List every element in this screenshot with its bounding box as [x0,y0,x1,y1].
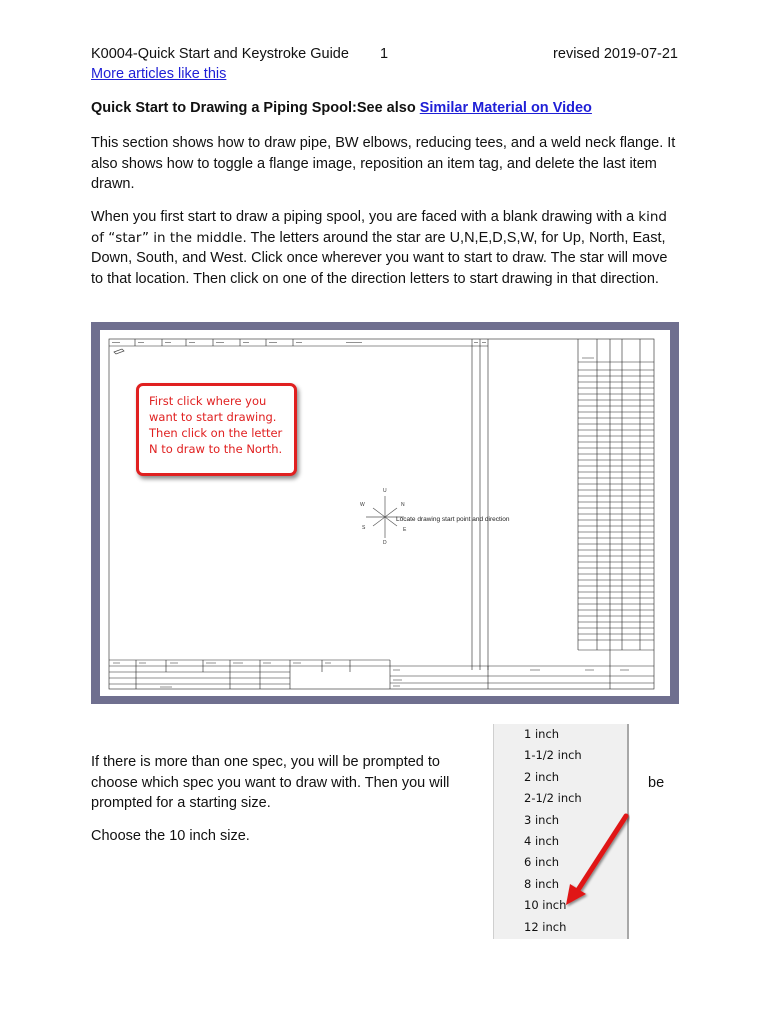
document-title: K0004-Quick Start and Keystroke Guide [91,46,349,62]
spec-prompt-tail: prompted for a starting size. [91,795,271,811]
star-letter-up[interactable]: U [383,488,387,494]
size-option[interactable]: 6 inch [524,855,560,870]
section-heading-text: Quick Start to Drawing a Piping Spool:See also [91,100,420,116]
revision-date: revised 2019-07-21 [553,46,678,62]
size-option[interactable]: 3 inch [524,812,560,827]
section-heading [91,100,592,116]
size-option[interactable]: 4 inch [524,833,560,848]
star-letter-down[interactable]: D [383,540,387,546]
size-option[interactable]: 10 inch [524,898,567,913]
star-letter-north[interactable]: N [401,502,405,508]
more-articles-link[interactable]: More articles like this [91,66,227,82]
size-selection-list[interactable] [493,724,629,939]
choose-size-paragraph: Choose the 10 inch size. [91,828,250,844]
spec-prompt-be: be [648,775,665,791]
size-option[interactable]: 1-1/2 inch [524,748,582,763]
size-option[interactable]: 2-1/2 inch [524,791,582,806]
star-paragraph [91,207,681,289]
instruction-callout: First click where you want to start drawing. Then click on the letter N to draw to the North. [136,383,297,476]
intro-paragraph: This section shows how to draw pipe, BW elbows, reducing tees, and a weld neck flange. It also shows how to toggle a flange image, reposition an item tag, and delete the last item drawn. [91,135,676,192]
red-arrow-icon [494,724,630,939]
star-paragraph-part-b: kind of “star” in the middle. [91,209,667,246]
star-letter-south[interactable]: S [362,525,366,531]
video-link[interactable]: Similar Material on Video [419,100,592,116]
star-letter-east[interactable]: E [403,527,407,533]
page-header [91,46,678,66]
size-option[interactable]: 1 inch [524,727,560,741]
size-option[interactable]: 8 inch [524,876,560,891]
page-number: 1 [380,46,389,62]
star-paragraph-part-c: The letters around the star are U,N,E,D,S,W, for Up, North, East, Down, South, and West. Click once wherever you want to start to draw. The star will move to that location. Then click on one of the direction letters to start drawing in that direction. [91,229,668,287]
size-option[interactable]: 2 inch [524,769,560,784]
spec-prompt-paragraph [91,752,471,814]
spec-prompt-text: If there is more than one spec, you will be prompted to choose which spec you want to draw with. Then you will [91,754,450,791]
star-paragraph-part-a: When you first start to draw a piping spool, you are faced with a blank drawing with a [91,209,639,225]
drawing-screenshot [91,322,679,704]
size-option[interactable]: 12 inch [524,919,567,934]
locate-start-prompt: Locate drawing start point and direction [396,516,510,523]
star-letter-west[interactable]: W [360,502,365,508]
drawing-sheet [100,330,670,696]
